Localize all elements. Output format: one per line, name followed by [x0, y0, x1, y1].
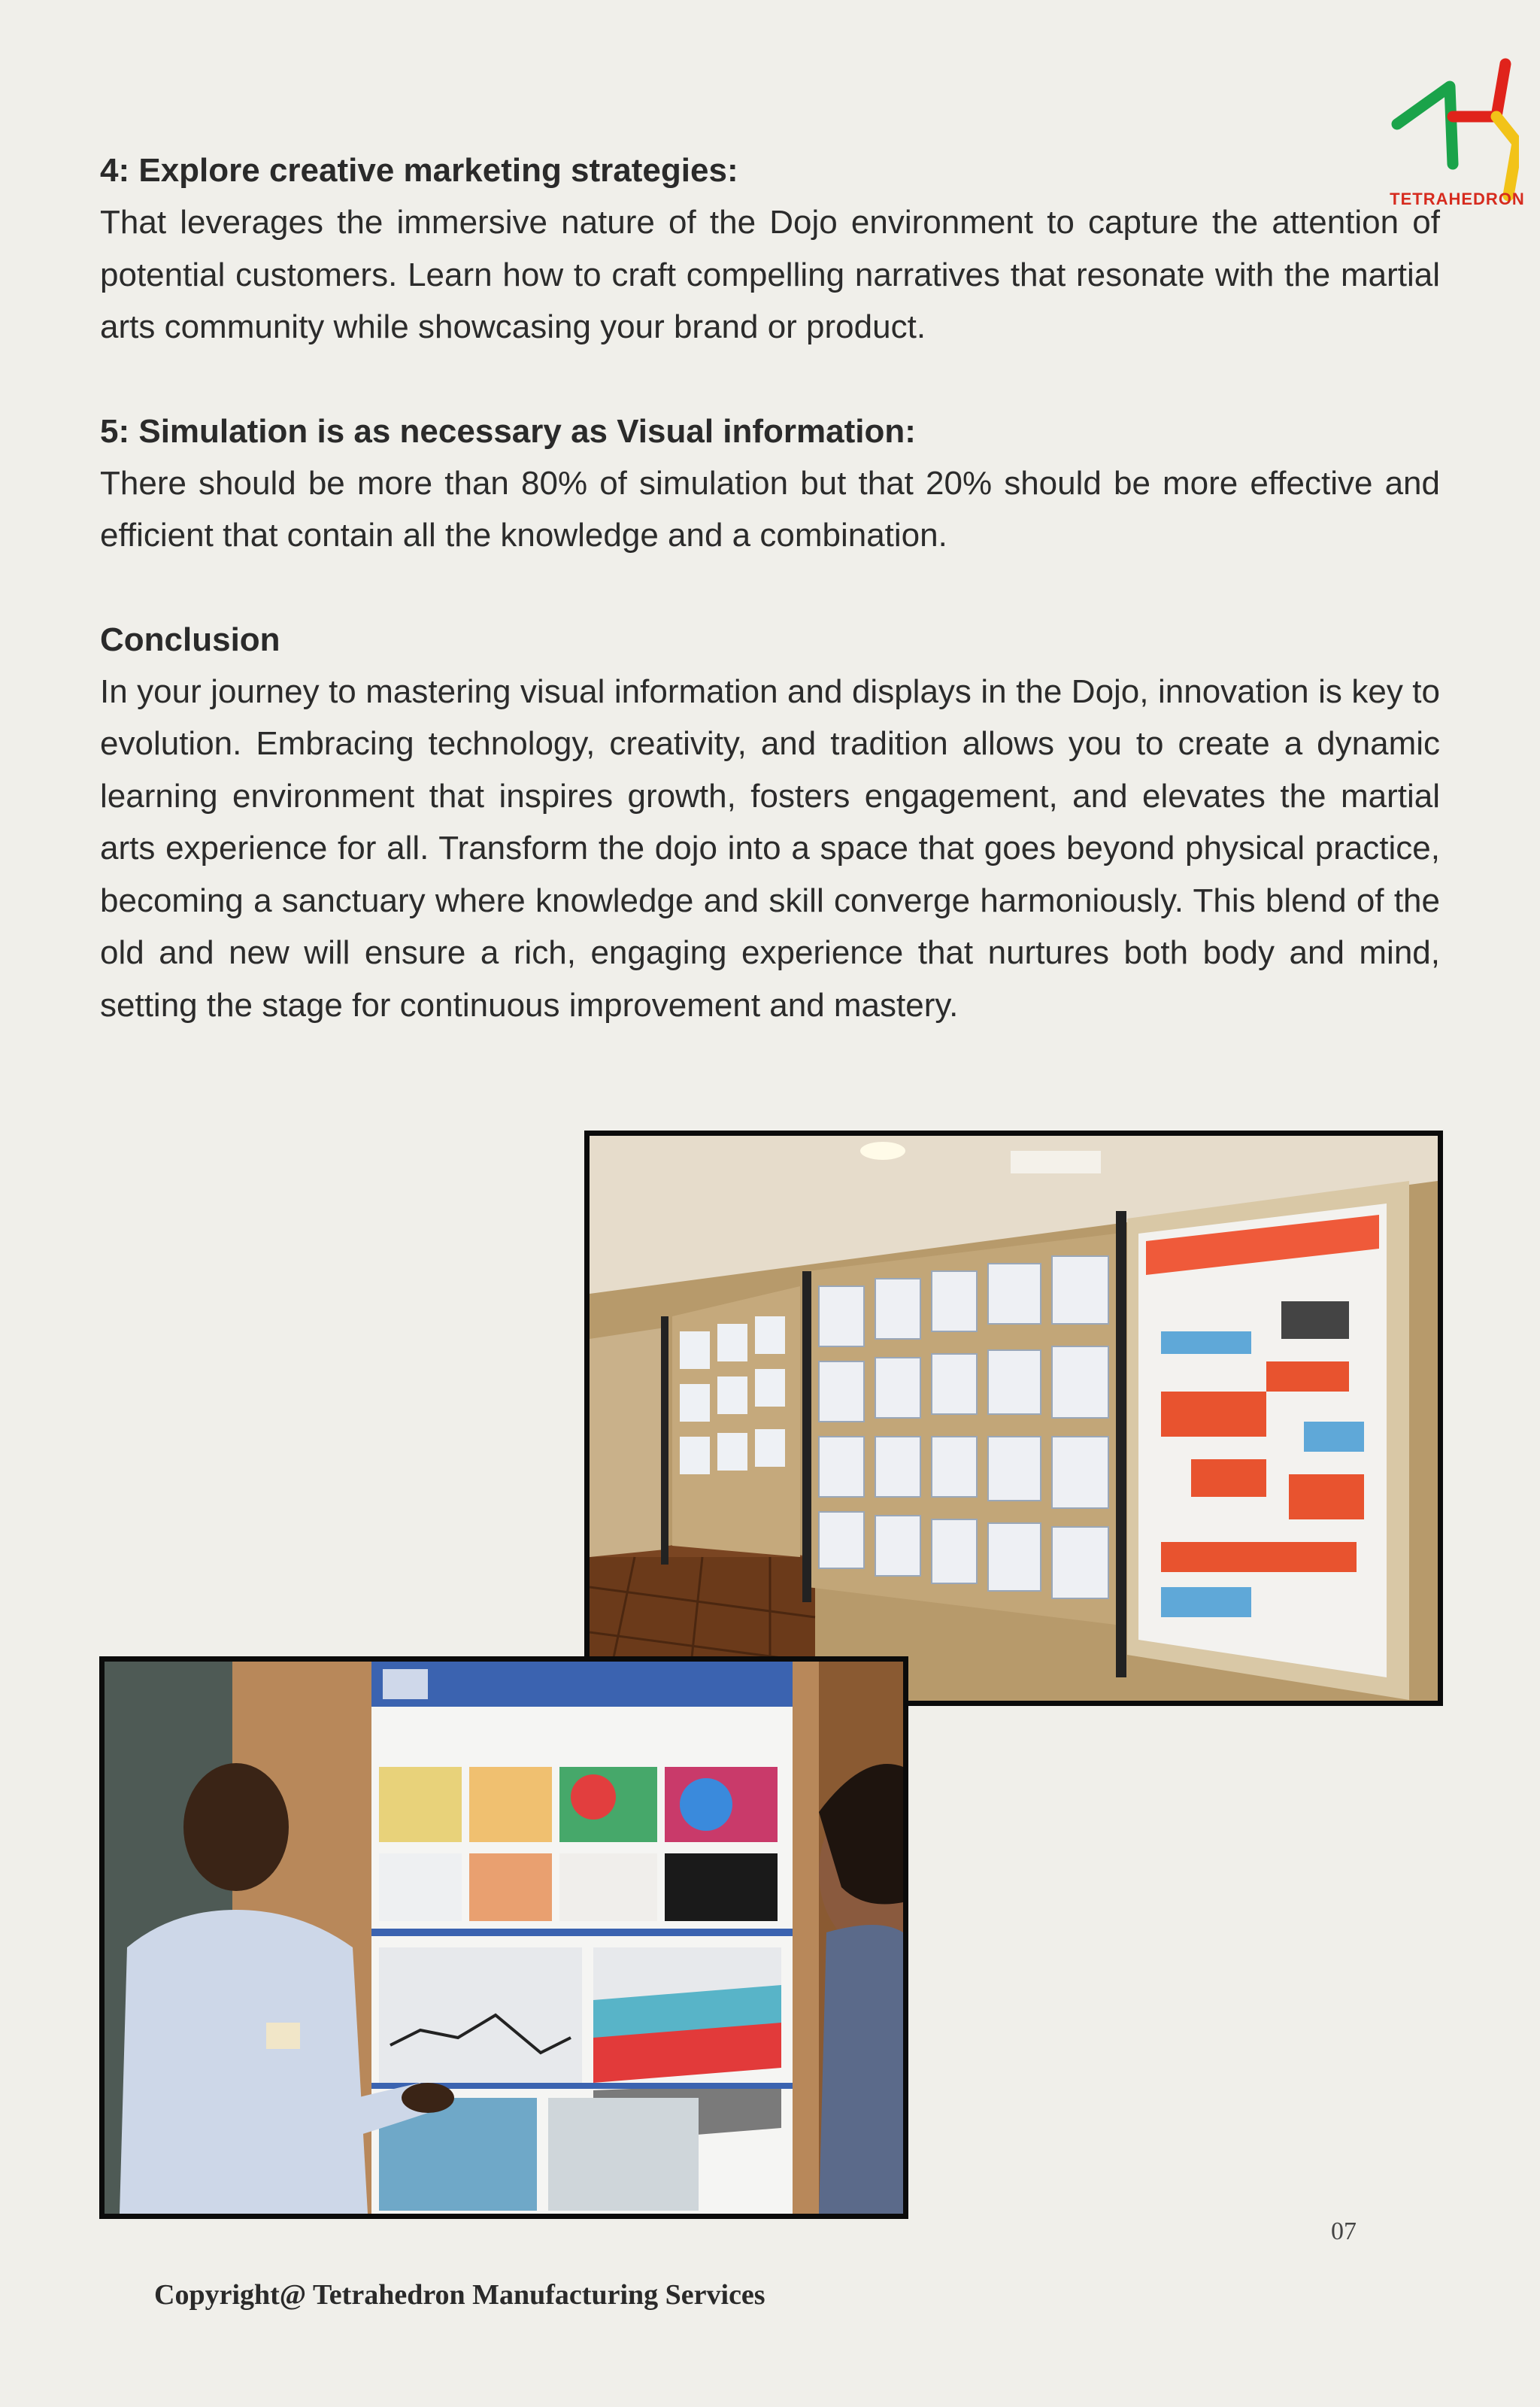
logo-wordmark: TETRAHEDRON	[1390, 190, 1525, 208]
poster-presentation-image	[105, 1662, 903, 2214]
page-number: 07	[1331, 2217, 1357, 2245]
section-simulation	[100, 405, 1440, 562]
section-heading: 5: Simulation is as necessary as Visual information:	[100, 412, 916, 450]
section-heading: 4: Explore creative marketing strategies:	[100, 152, 738, 189]
section-paragraph: In your journey to mastering visual information and displays in the Dojo, innovation is key to evolution. Embracing technology, creativity, and tradition allows you to create a dynamic learning environment that inspires growth, fosters engagement, and elevates the martial arts experience for all. Transform the dojo into a space that goes beyond physical practice, becoming a sanctuary where knowledge and skill converge harmoniously. This blend of the old and new will ensure a rich, engaging experience that nurtures both body and mind, setting the stage for continuous improvement and mastery.	[100, 672, 1440, 1024]
section-paragraph: There should be more than 80% of simulation but that 20% should be more effective and efficient that contain all the knowledge and a combination.	[100, 464, 1440, 554]
section-paragraph: That leverages the immersive nature of the Dojo environment to capture the attention of potential customers. Learn how to craft compelling narratives that resonate with the martial arts community while showcasing your brand or product.	[100, 204, 1440, 345]
poster-presentation-photo	[99, 1656, 908, 2219]
main-content	[100, 144, 1440, 1083]
poster-exhibition-photo	[584, 1131, 1443, 1706]
section-heading: Conclusion	[100, 621, 280, 658]
exhibition-hall-image	[590, 1136, 1438, 1701]
section-conclusion	[100, 614, 1440, 1032]
section-marketing-strategies	[100, 144, 1440, 354]
copyright-notice: Copyright@ Tetrahedron Manufacturing Services	[154, 2279, 765, 2311]
